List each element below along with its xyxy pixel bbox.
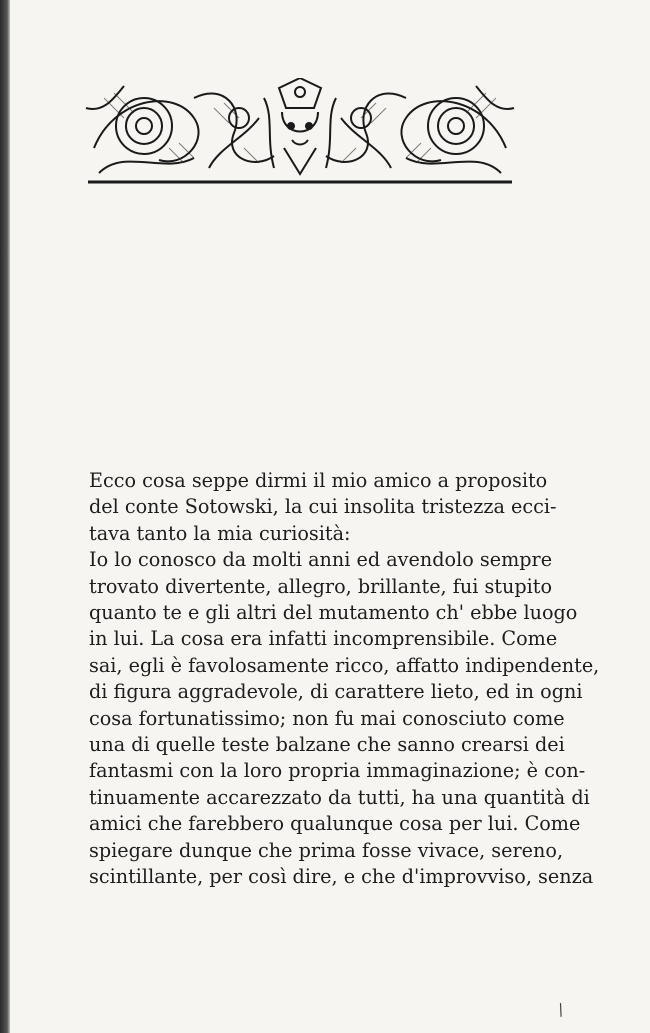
text-line: tinuamente accarezzato da tutti, ha una quantità di [89,785,590,809]
text-line: fantasmi con la loro propria immaginazione; è con- [89,759,586,783]
corner-pencil-mark: / [554,999,567,1020]
text-line: scintillante, per così dire, e che d'improvviso, senza [89,865,594,889]
text-line: tava tanto la mia curiosità: [89,521,351,545]
text-line: Ecco cosa seppe dirmi il mio amico a proposito [89,469,548,492]
text-line: di figura aggradevole, di carattere lieto, ed in ogni [89,680,583,704]
text-line: Io lo conosco da molti anni ed avendolo sempre [89,548,553,572]
text-line: in lui. La cosa era infatti incomprensibile. Come [89,627,558,651]
text-line: sai, egli è favolosamente ricco, affatto indipendente, [89,653,600,677]
floral-headpiece-ornament [84,78,516,188]
text-line: trovato divertente, allegro, brillante, fui stupito [89,574,553,598]
text-line: cosa fortunatissimo; non fu mai conosciuto come [89,706,565,730]
book-spine-shadow [0,0,10,1033]
text-line: spiegare dunque che prima fosse vivace, sereno, [89,838,564,862]
text-line: amici che farebbero qualunque cosa per lui. Come [89,812,581,836]
text-line: quanto te e gli altri del mutamento ch' ebbe luogo [89,601,578,625]
text-line: del conte Sotowski, la cui insolita tristezza ecci- [89,495,557,519]
body-text [89,468,600,891]
text-line: una di quelle teste balzane che sanno crearsi dei [89,733,565,757]
